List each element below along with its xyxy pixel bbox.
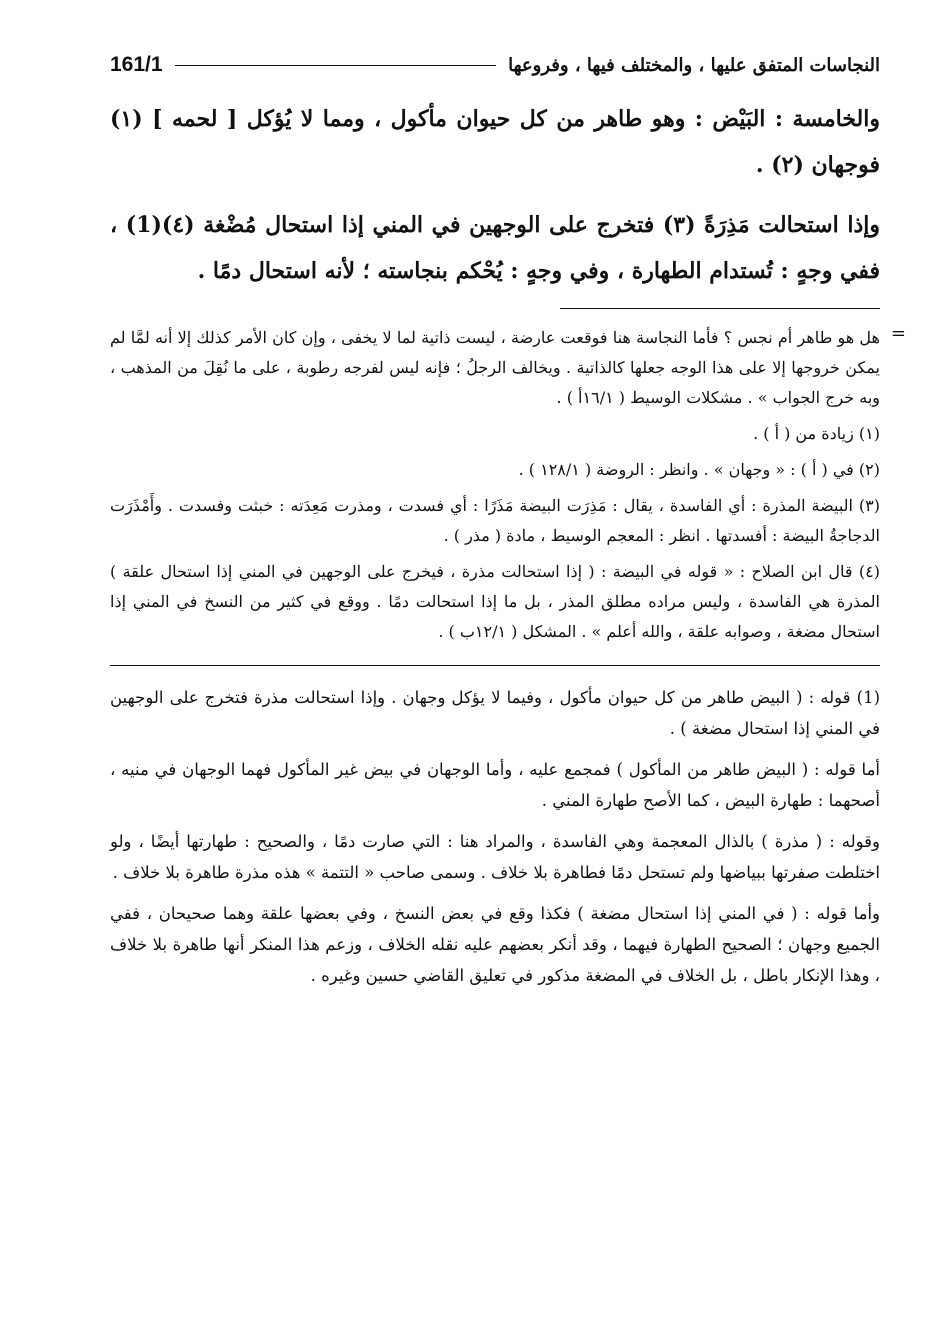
footnote-continuation: هل هو طاهر أم نجس ؟ فأما النجاسة هنا فوقعت عارضة ، ليست ذاتية لما لا يخفى ، وإن كان الأمر كذلك إلا أنه لمَّا لم يمكن خروجها إلا على هذا الوجه جعلها كالذاتية . ويخالف الرجلُ ؛ فإنه ليس لفرجه رطوبة ، على ما نُقِلَ من المذهب ، وبه خرج الجواب » . مشكلات الوسيط ( ١٦/١أ ) .	[110, 328, 880, 407]
footnote-2: (٢) في ( أ ) : « وجهان » . وانظر : الروضة ( ١٢٨/١ ) .	[518, 460, 880, 479]
document-page	[110, 48, 906, 1001]
footnote-3: (٣) البيضة المذرة : أي الفاسدة ، يقال : مَذِرَت البيضة مَذَرًا : أي فسدت ، ومذرت مَعِدَته : خبثت وفسدت . وأَمْذَرَت الدجاجةُ البيضة : أفسدتها . انظر : المعجم الوسيط ، مادة ( مذر ) .	[110, 496, 880, 545]
header-rule	[175, 65, 497, 66]
editor-notes-separator	[110, 665, 880, 666]
editor-note-3: وقوله : ( مذرة ) بالذال المعجمة وهي الفاسدة ، والمراد هنا : التي صارت دمًا ، والصحيح : طهارتها أيضًا ، ولو اختلطت صفرتها ببياضها ولم تستحل دمًا فطاهرة بلا خلاف . وسمى صاحب « التتمة » هذه مذرة طاهرة بلا خلاف .	[110, 832, 880, 882]
main-paragraph-1: والخامسة : البَيْض : وهو طاهر من كل حيوان مأكول ، ومما لا يُؤكل [ لحمه ] (١) فوجهان (٢) .	[110, 106, 880, 178]
editor-note-2: أما قوله : ( البيض طاهر من المأكول ) فمجمع عليه ، وأما الوجهان في بيض غير المأكول فهما الوجهان في منيه ، أصحهما : طهارة البيض ، كما الأصح طهارة المني .	[110, 760, 880, 810]
running-header	[110, 48, 880, 82]
editor-note-4: وأما قوله : ( في المني إذا استحال مضغة ) فكذا وقع في بعض النسخ ، وفي بعضها علقة وهما صحيحان ، ففي الجميع وجهان ؛ الصحيح الطهارة فيهما ، وقد أنكر بعضهم عليه نقله الخلاف ، وزعم هذا المنكر أنها طاهرة بلا خلاف ، وهذا الإنكار باطل ، بل الخلاف في المضغة مذكور في تعليق القاضي حسين وغيره .	[110, 904, 880, 985]
editor-notes	[110, 682, 880, 991]
editor-note-1: (1) قوله : ( البيض طاهر من كل حيوان مأكول ، وفيما لا يؤكل وجهان . وإذا استحالت مذرة فتخرج على الوجهين في المني إذا استحال مضغة ) .	[110, 688, 880, 738]
main-text	[110, 96, 880, 294]
footnote-separator	[560, 308, 880, 309]
page-number: 161/1	[110, 53, 163, 76]
footnotes	[110, 323, 906, 647]
footnote-4: (٤) قال ابن الصلاح : « قوله في البيضة : ( إذا استحالت مذرة ، فيخرج على الوجهين في المني إذا استحال علقة ) المذرة هي الفاسدة ، وليس مراده مطلق المذر ، بل ما إذا استحالت دمًا . ووقع في كثير من النسخ في المني إذا استحال مضغة ، وصوابه علقة ، والله أعلم » . المشكل ( ١٢/١ب ) .	[110, 562, 880, 641]
footnote-1: (١) زيادة من ( أ ) .	[753, 424, 880, 443]
continuation-mark: =	[890, 323, 906, 344]
header-title: النجاسات المتفق عليها ، والمختلف فيها ، وفروعها	[508, 54, 880, 76]
main-paragraph-2: وإذا استحالت مَذِرَةً (٣) فتخرج على الوجهين في المني إذا استحال مُضْغة (٤)(1) ، ففي وجهٍ : تُستدام الطهارة ، وفي وجهٍ : يُحْكم بنجاسته ؛ لأنه استحال دمًا .	[110, 212, 881, 284]
